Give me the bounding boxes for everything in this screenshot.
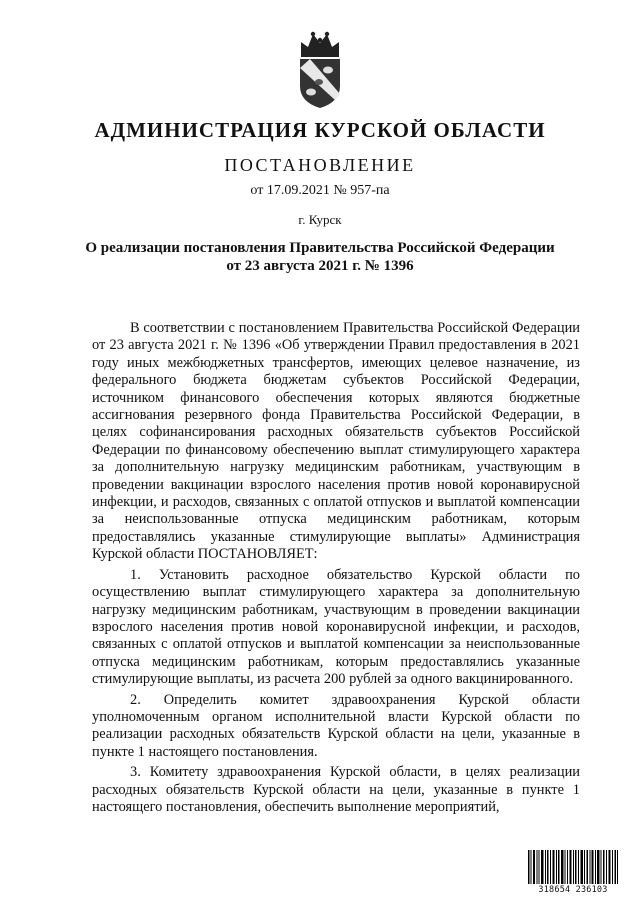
item-1-paragraph: 1. Установить расходное обязательство Курской области по осуществлению выплат стимулирующего характера за дополнительную нагрузку медицинским работникам, участвующим в проведении вакцинации взрослого населения против новой коронавирусной инфекции, и расходов, связанных с оплатой отпусков и выплатой компенсации за неиспользованные отпуска медицинским работникам, которым предоставлялись указанные стимулирующие выплаты, из расчета 200 рублей за одного вакцинированного.	[92, 566, 580, 688]
preamble-paragraph: В соответствии с постановлением Правительства Российской Федерации от 23 августа 2021 г. № 1396 «Об утверждении Правил предоставления в 2021 году иных межбюджетных трансфертов, имеющих целевое назначение, из федерального бюджета бюджетам субъектов Российской Федерации, источником финансового обеспечения которых являются бюджетные ассигнования резервного фонда Правительства Российской Федерации, в целях софинансирования расходных обязательств субъектов Российской Федерации по финансовому обеспечению выплат стимулирующего характера за дополнительную нагрузку медицинским работникам, участвующим в проведении вакцинации взрослого населения против новой коронавирусной инфекции, и расходов, связанных с оплатой отпусков и выплатой компенсации за неиспользованные отпуска медицинским работникам, которым предоставлялись указанные стимулирующие выплаты» Администрация Курской области ПОСТАНОВЛЯЕТ:	[92, 320, 580, 563]
barcode	[527, 850, 619, 898]
document-city: г. Курск	[298, 212, 342, 227]
document-subject	[80, 239, 560, 275]
document-date-number: от 17.09.2021 № 957-па	[250, 183, 390, 198]
item-2-paragraph: 2. Определить комитет здравоохранения Курской области уполномоченным органом исполнительной власти Курской области по реализации расходных обязательств Курской области на цели, указанные в пункте 1 настоящего постановления.	[92, 691, 580, 760]
item-3-paragraph: 3. Комитету здравоохранения Курской области, в целях реализации расходных обязательств Курской области на цели, указанные в пункте 1 настоящего постановления, обеспечить выполнение мероприятий,	[92, 764, 580, 815]
document-type: ПОСТАНОВЛЕНИЕ	[224, 155, 416, 175]
document-body	[92, 320, 580, 819]
subject-line-1: О реализации постановления Правительства Российской Федерации	[85, 240, 555, 256]
subject-line-2: от 23 августа 2021 г. № 1396	[226, 258, 414, 274]
organization-title: АДМИНИСТРАЦИЯ КУРСКОЙ ОБЛАСТИ	[94, 118, 546, 142]
coat-of-arms-icon	[295, 28, 345, 110]
barcode-number: 318654 236103	[538, 885, 608, 895]
barcode-bars-icon	[527, 850, 619, 884]
